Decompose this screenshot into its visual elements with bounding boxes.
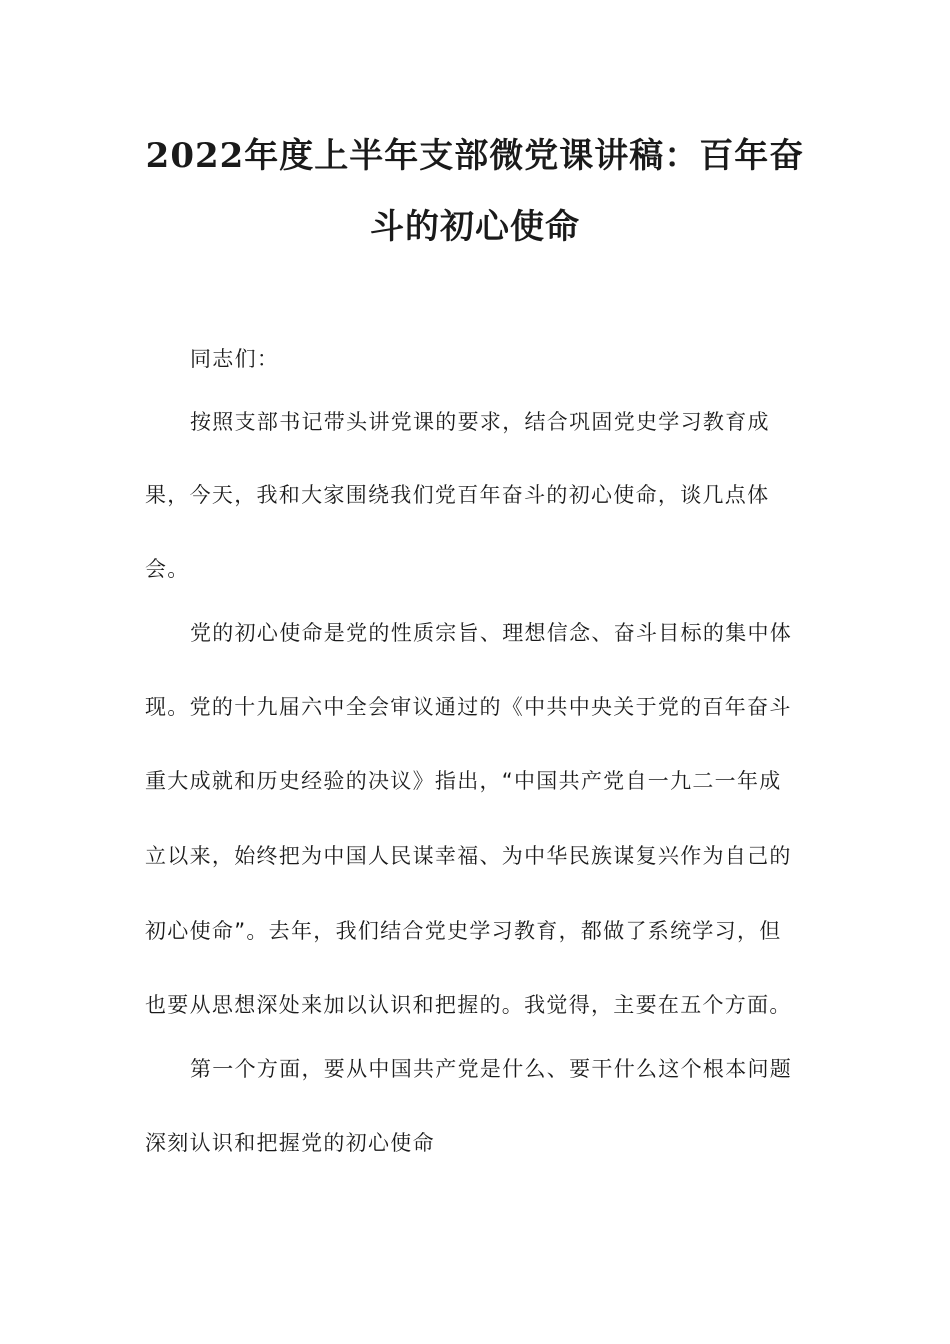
document-title-line-2: 斗的初心使命 <box>370 207 580 247</box>
paragraph-1-line-2: 果，今天，我和大家围绕我们党百年奋斗的初心使命，谈几点体 <box>145 483 770 507</box>
paragraph-2-line-1: 党的初心使命是党的性质宗旨、理想信念、奋斗目标的集中体 <box>190 621 793 645</box>
paragraph-3-line-1: 第一个方面，要从中国共产党是什么、要干什么这个根本问题 <box>190 1057 793 1081</box>
document-title-line-1: 2022年度上半年支部微党课讲稿：百年奋 <box>145 136 805 176</box>
paragraph-2-line-2: 现。党的十九届六中全会审议通过的《中共中央关于党的百年奋斗 <box>145 695 792 719</box>
paragraph-2-line-5: 初心使命”。去年，我们结合党史学习教育，都做了系统学习，但 <box>145 919 782 943</box>
paragraph-1-line-1: 按照支部书记带头讲党课的要求，结合巩固党史学习教育成 <box>190 410 770 434</box>
paragraph-2-line-3: 重大成就和历史经验的决议》指出，“中国共产党自一九二一年成 <box>145 769 782 793</box>
paragraph-2-line-4: 立以来，始终把为中国人民谋幸福、为中华民族谋复兴作为自己的 <box>145 844 792 868</box>
paragraph-2-line-6: 也要从思想深处来加以认识和把握的。我觉得，主要在五个方面。 <box>145 993 792 1017</box>
paragraph-1-line-3: 会。 <box>145 557 190 581</box>
paragraph-3-line-2: 深刻认识和把握党的初心使命 <box>145 1131 435 1155</box>
salutation: 同志们： <box>190 347 280 371</box>
